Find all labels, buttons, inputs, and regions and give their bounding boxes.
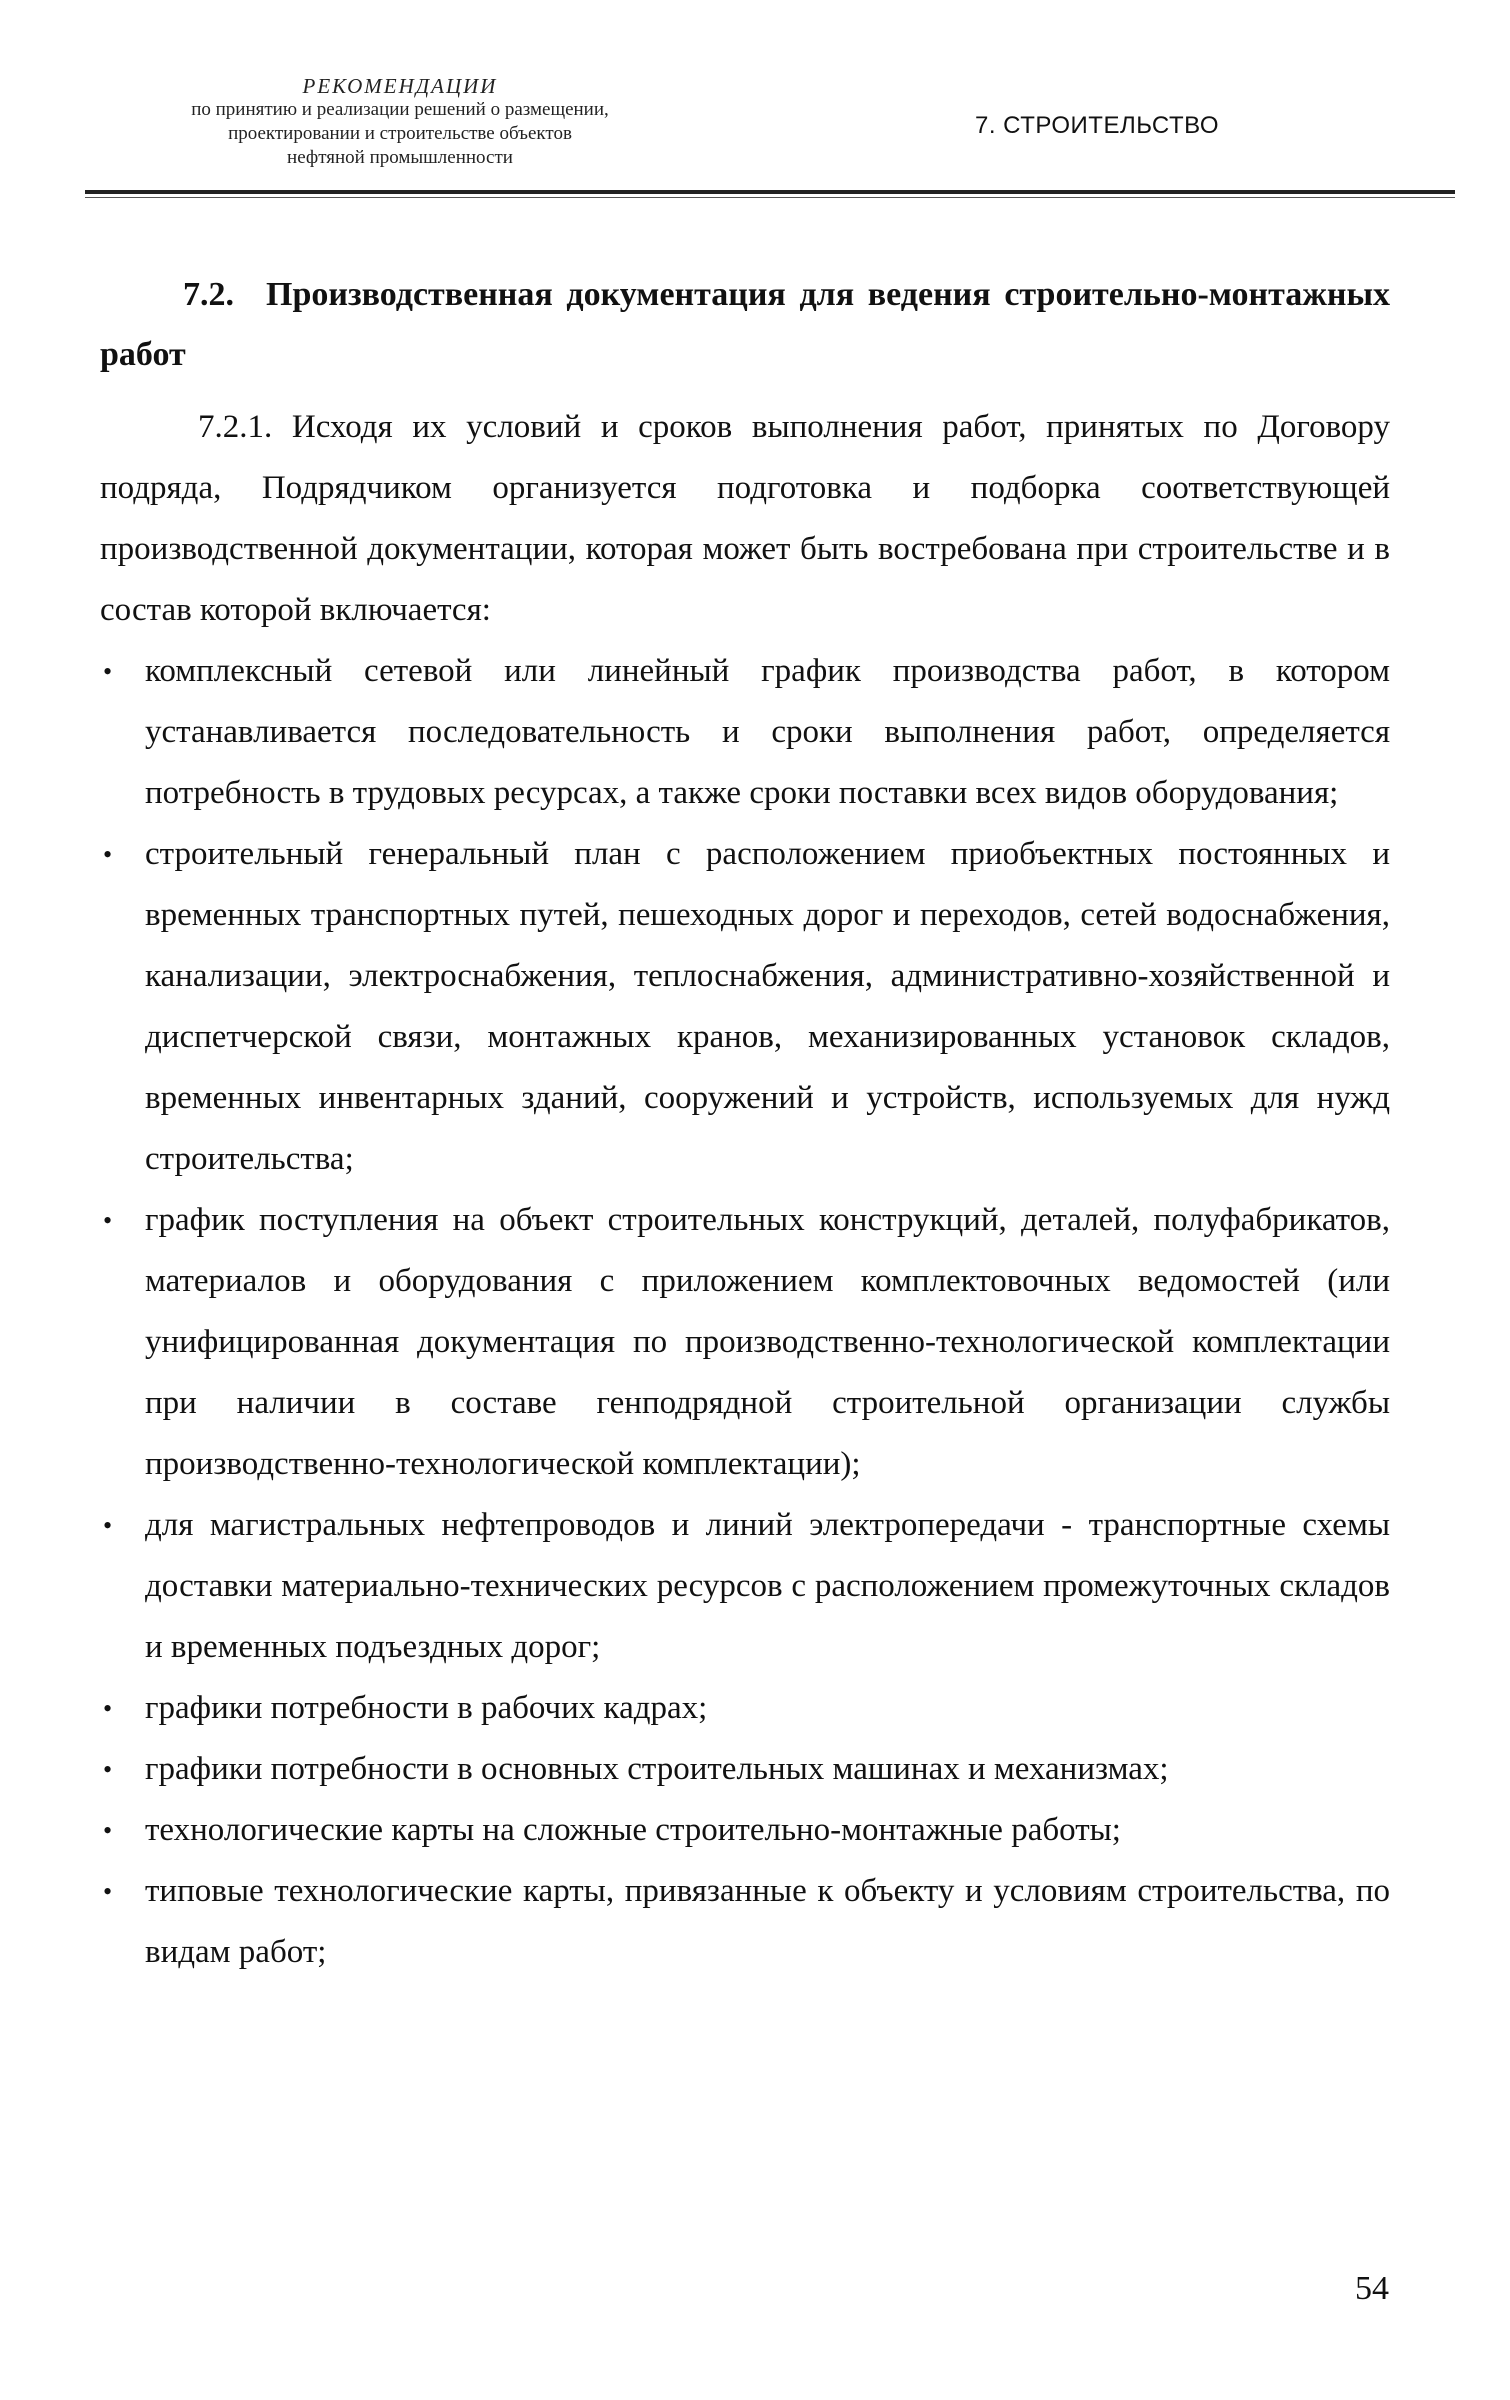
bullet-icon: • — [103, 1816, 113, 1845]
list-item — [100, 1739, 1390, 1800]
section-title: Производственная документация для ведения строительно-монтажных работ — [100, 276, 1390, 373]
list-item — [100, 1190, 1390, 1495]
bullet-icon: • — [103, 1755, 113, 1784]
list-item — [100, 1861, 1390, 1983]
header-title-line-4: нефтяной промышленности — [287, 147, 513, 168]
list-item-text: комплексный сетевой или линейный график производства работ, в котором устанавливается последовательность и сроки выполнения работ, определяется потребность в трудовых ресурсах, а также сроки поставки всех видов оборудования; — [145, 653, 1390, 811]
page-body — [100, 265, 1390, 1983]
header-title-line-1: РЕКОМЕНДАЦИИ — [302, 74, 498, 98]
section-heading — [100, 265, 1390, 385]
document-list — [100, 641, 1390, 1983]
bullet-icon: • — [103, 1694, 113, 1723]
list-item — [100, 824, 1390, 1190]
header-rule-thick — [85, 190, 1455, 194]
bullet-icon: • — [103, 657, 113, 686]
header-chapter: 7. СТРОИТЕЛЬСТВО — [975, 112, 1219, 139]
bullet-icon: • — [103, 1206, 113, 1235]
list-item-text: графики потребности в рабочих кадрах; — [145, 1690, 708, 1726]
bullet-icon: • — [103, 1511, 113, 1540]
header-title-line-3: проектировании и строительстве объектов — [228, 123, 572, 144]
list-item — [100, 1800, 1390, 1861]
list-item-text: графики потребности в основных строительных машинах и механизмах; — [145, 1751, 1169, 1787]
list-item-text: технологические карты на сложные строительно-монтажные работы; — [145, 1812, 1121, 1848]
list-item — [100, 1678, 1390, 1739]
header-rule-thin — [85, 197, 1455, 198]
list-item-text: типовые технологические карты, привязанные к объекту и условиям строительства, по видам работ; — [145, 1873, 1390, 1970]
page-number: 54 — [1355, 2270, 1389, 2307]
header-title-line-2: по принятию и реализации решений о размещении, — [191, 99, 609, 120]
list-item — [100, 1495, 1390, 1678]
page-header — [0, 0, 1510, 200]
list-item — [100, 641, 1390, 824]
list-item-text: график поступления на объект строительных конструкций, деталей, полуфабрикатов, материалов и оборудования с приложением комплектовочных ведомостей (или унифицированная документация по производственно-технологической комплектации при наличии в составе генподрядной строительной организации службы производственно-технологической комплектации); — [145, 1202, 1390, 1482]
bullet-icon: • — [103, 840, 113, 869]
section-number: 7.2. — [183, 276, 234, 313]
header-document-title — [110, 74, 690, 170]
bullet-icon: • — [103, 1877, 113, 1906]
intro-paragraph: 7.2.1. Исходя их условий и сроков выполнения работ, принятых по Договору подряда, Подрядчиком организуется подготовка и подборка соответствующей производственной документации, которая может быть востребована при строительстве и в состав которой включается: — [100, 409, 1390, 628]
list-item-text: строительный генеральный план с расположением приобъектных постоянных и временных транспортных путей, пешеходных дорог и переходов, сетей водоснабжения, канализации, электроснабжения, теплоснабжения, административно-хозяйственной и диспетчерской связи, монтажных кранов, механизированных установок складов, временных инвентарных зданий, сооружений и устройств, используемых для нужд строительства; — [145, 836, 1390, 1177]
list-item-text: для магистральных нефтепроводов и линий электропередачи - транспортные схемы доставки материально-технических ресурсов с расположением промежуточных складов и временных подъездных дорог; — [145, 1507, 1390, 1665]
